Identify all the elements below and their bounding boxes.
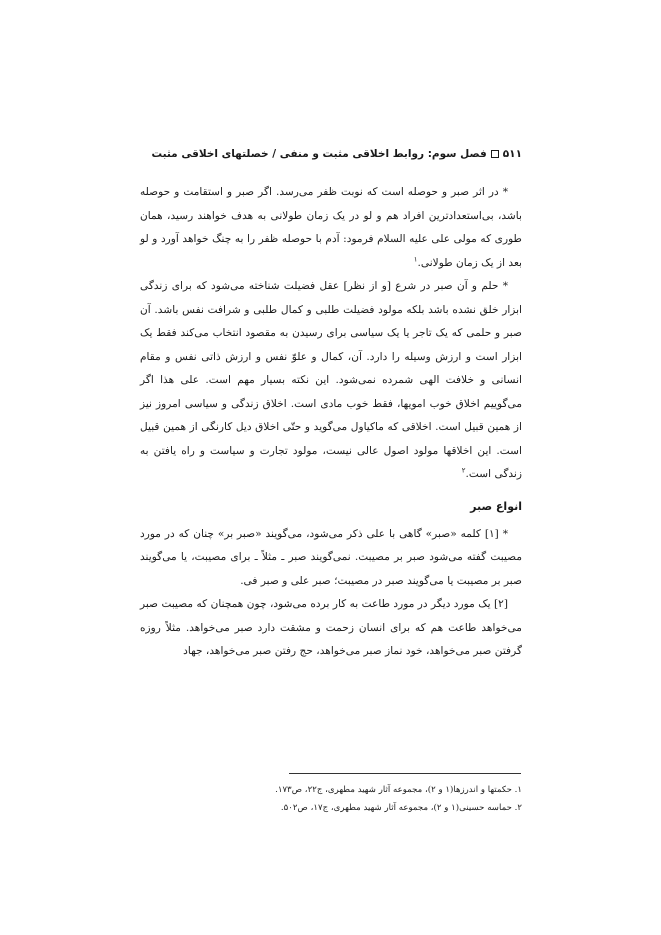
paragraph: * [۱] کلمه «صبر» گاهی با علی ذکر می‌شود، می‌گویند «صبر بر» چنان که در مورد مصیبت گفته می‌شود صبر بر مصیبت. نمی‌گویند صبر ـ مثلاً ـ برای مصیبت، یا می‌گویند صبر بر مصیبت یا می‌گویند صبر در مصیبت؛ صبر علی و صبر فی. xyxy=(140,527,522,587)
footnote: ۲. حماسه حسینی(۱ و ۲)، مجموعه آثار شهید مطهری، ج۱۷، ص۵۰۲. xyxy=(280,803,522,813)
paragraph: * حلم و آن صبر در شرع [و از نظر] عقل فضیلت شناخته می‌شود که برای زندگی ابزار خلق نشده باشد بلکه مولود فضیلت طلبی و کمال طلبی و شرافت نفس باشد. آن صبر و حلمی که یک تاجر یا یک سیاسی برای رسیدن به مقصود انتخاب می‌کند فقط یک ابزار است و ارزش وسیله را دارد. آن، کمال و علوّ نفس و ارزش ذاتی نفس و مقام انسانی و خلافت الهی شمرده نمی‌شود. این نکته بسیار مهم است. علی هذا اگر می‌گوییم اخلاق خوب امویها، فقط خوب مادی است. اخلاق زندگی و سیاسی امروز نیز از همین قبیل است. اخلاقی که ماکیاول می‌گوید و حتّی اخلاق دیل کارنگی از همین قبیل است. این اخلاقها مولود اصول عالی نیست، مولود تجارت و سیاست و راه یافتن به زندگی است.$^۲$ xyxy=(140,280,522,480)
paragraph: [۲] یک مورد دیگر در مورد طاعت به کار برده می‌شود، چون همچنان که مصیبت صبر می‌خواهد طاعت هم که برای انسان زحمت و مشقت دارد صبر می‌خواهد. مثلاً روزه گرفتن صبر می‌خواهد، خود نماز صبر می‌خواهد، حج رفتن صبر می‌خواهد، جهاد xyxy=(140,598,522,657)
footnote: ۱. حکمتها و اندرزها(۱ و ۲)، مجموعه آثار شهید مطهری، ج۲۲، ص۱۷۳. xyxy=(275,785,522,795)
section-heading: انواع صبر xyxy=(470,499,522,513)
page-number: ۵۱۱ xyxy=(502,148,522,160)
running-title: فصل سوم: روابط اخلاقی مثبت و منفی / خصلتهای اخلاقی مثبت xyxy=(151,148,487,160)
footnote-ref: ۲ xyxy=(461,466,466,475)
footnote-divider xyxy=(289,773,521,774)
paragraph: * در اثر صبر و حوصله است که نوبت ظفر می‌رسد. اگر صبر و استقامت و حوصله باشد، بی‌استعدادترین افراد هم و لو در یک زمان طولانی به هدف خواهند رسید، همان طوری که مولی علی علیه السلام فرمود: آدم با حوصله ظفر را به چنگ خواهد آورد و لو بعد از یک زمان طولانی.$^۱$ xyxy=(140,186,522,269)
page-body xyxy=(140,181,522,664)
running-header xyxy=(140,148,522,160)
footnotes xyxy=(140,781,522,817)
square-ornament-icon xyxy=(491,150,499,158)
footnote-ref: ۱ xyxy=(413,254,418,263)
